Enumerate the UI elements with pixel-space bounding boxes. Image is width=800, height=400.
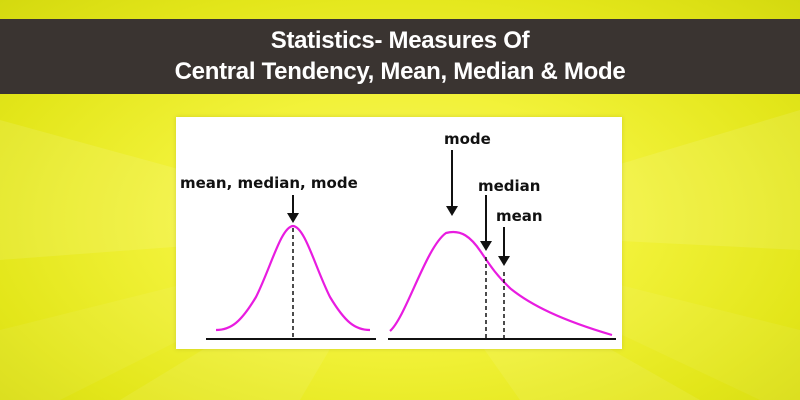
mean-arrow-head [498, 256, 510, 266]
title-banner [0, 19, 800, 94]
skewed-distribution [388, 130, 616, 339]
title-line-1: Statistics- Measures Of [270, 27, 530, 54]
title-line-2: Central Tendency, Mean, Median & Mode [174, 58, 626, 85]
mode-label: mode [444, 130, 491, 148]
distribution-diagram [176, 117, 622, 349]
mean-label: mean [496, 207, 543, 225]
median-label: median [478, 177, 541, 195]
skewed-curve [390, 232, 612, 335]
diagram-canvas [176, 117, 622, 349]
symmetric-label: mean, median, mode [180, 174, 358, 192]
symmetric-distribution [180, 174, 376, 339]
mode-arrow-head [446, 206, 458, 216]
symmetric-arrow-head [287, 213, 299, 223]
median-arrow-head [480, 241, 492, 251]
